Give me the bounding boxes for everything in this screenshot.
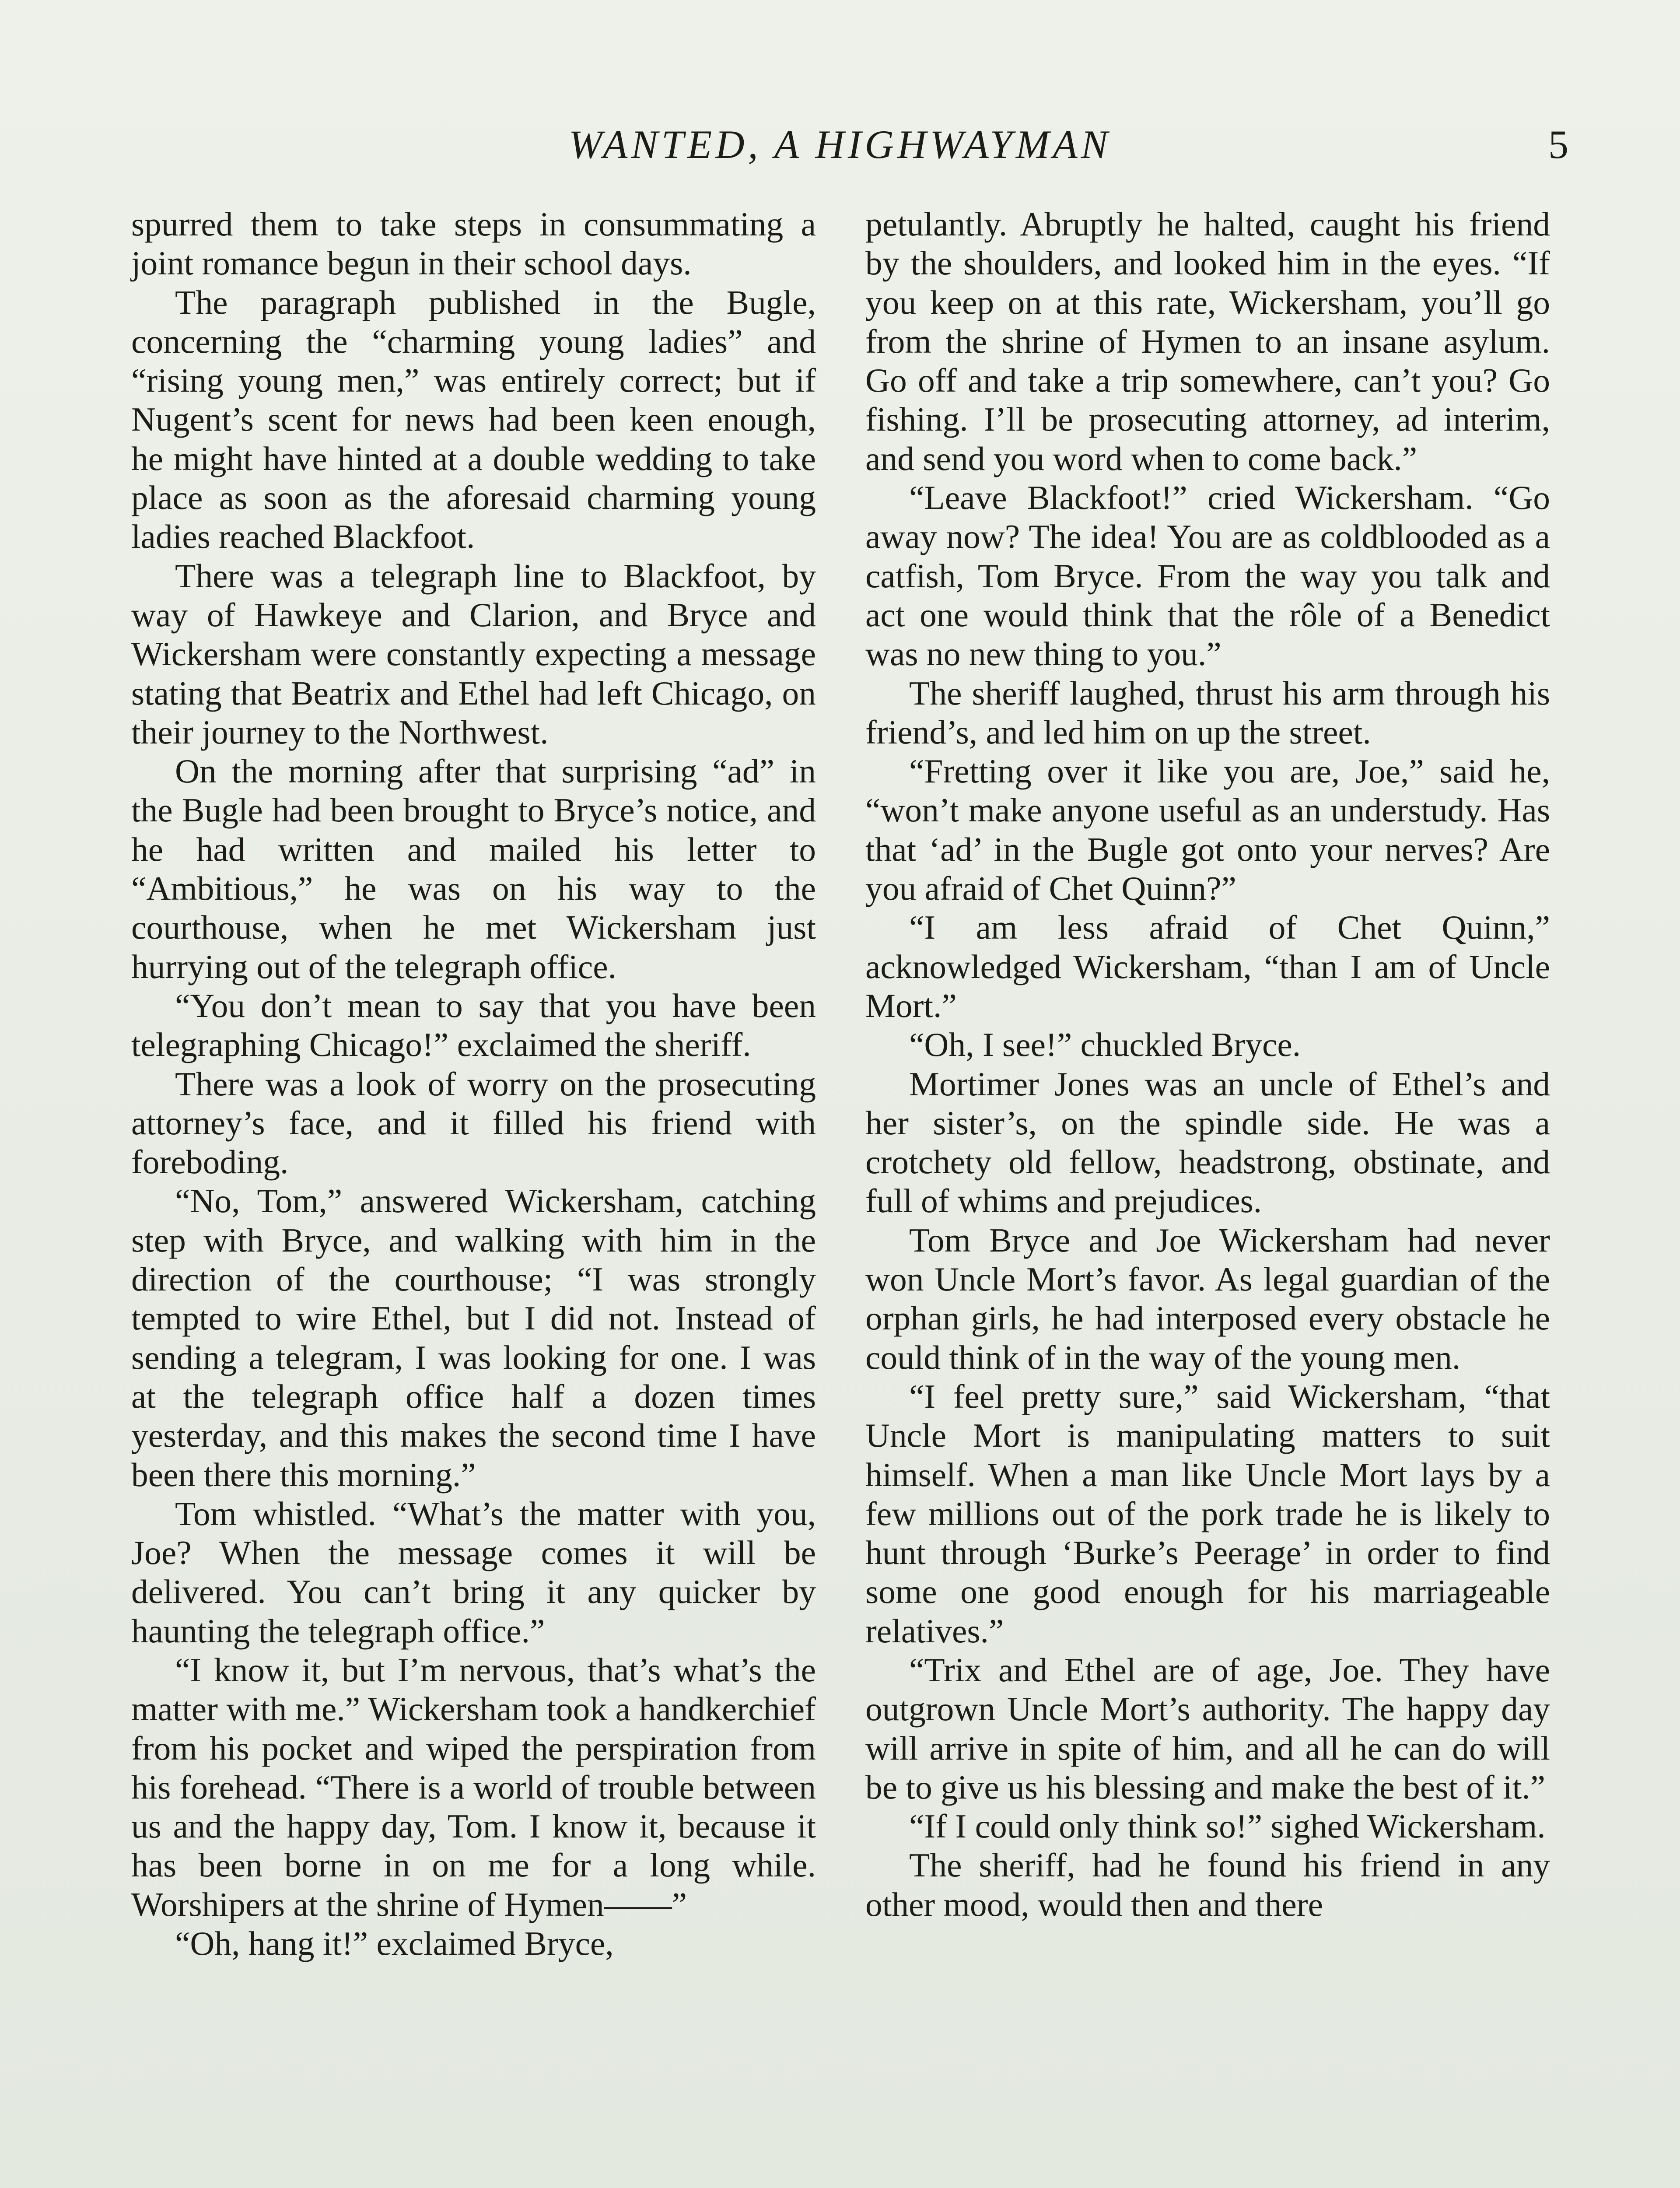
paragraph: “If I could only think so!” sighed Wickersham. [909,1807,1546,1845]
paragraph: “Fretting over it like you are, Joe,” said he, “won’t make anyone useful as an understudy. Has that ‘ad’ in the Bugle got onto your nerves? Are you afraid of Chet Quinn?” [865,752,1550,908]
paragraph: “Oh, I see!” chuckled Bryce. [909,1026,1301,1064]
paragraph: “Trix and Ethel are of age, Joe. They have outgrown Uncle Mort’s authority. The happy day will arrive in spite of him, and all he can do will be to give us his blessing and make the best of it.” [865,1651,1550,1806]
page-number: 5 [1548,122,1568,167]
paragraph: Mortimer Jones was an uncle of Ethel’s and her sister’s, on the spindle side. He was a crotchety old fellow, headstrong, obstinate, and full of whims and prejudices. [865,1065,1550,1220]
paragraph: Tom whistled. “What’s the matter with you, Joe? When the message comes it will be delivered. You can’t bring it any quicker by haunting the telegraph office.” [131,1494,816,1650]
paragraph: “Oh, hang it!” exclaimed Bryce, [175,1925,614,1963]
paragraph: There was a telegraph line to Blackfoot, by way of Hawkeye and Clarion, and Bryce and Wickersham were constantly expecting a message stating that Beatrix and Ethel had left Chicago, on their journey to the Northwest. [131,557,816,751]
left-column [131,205,816,1963]
running-title: WANTED, A HIGHWAYMAN [568,122,1112,167]
running-head [0,118,1680,179]
paragraph: spurred them to take steps in consummating a joint romance begun in their school days. [131,205,816,282]
right-column [865,205,1550,1924]
paragraph: There was a look of worry on the prosecuting attorney’s face, and it filled his friend with foreboding. [131,1065,816,1181]
paragraph: “Leave Blackfoot!” cried Wickersham. “Go away now? The idea! You are as coldblooded as a catfish, Tom Bryce. From the way you talk and act one would think that the rôle of a Benedict was no new thing to you.” [865,479,1550,673]
paragraph: On the morning after that surprising “ad” in the Bugle had been brought to Bryce’s notice, and he had written and mailed his letter to “Ambitious,” he was on his way to the courthouse, when he met Wickersham just hurrying out of the telegraph office. [131,752,816,985]
paragraph: The paragraph published in the Bugle, concerning the “charming young ladies” and “rising young men,” was entirely correct; but if Nugent’s scent for news had been keen enough, he might have hinted at a double wedding to take place as soon as the aforesaid charming young ladies reached Blackfoot. [131,283,816,556]
paragraph: The sheriff, had he found his friend in any other mood, would then and there [865,1846,1550,1923]
paragraph: The sheriff laughed, thrust his arm through his friend’s, and led him on up the street. [865,674,1550,751]
paragraph: Tom Bryce and Joe Wickersham had never won Uncle Mort’s favor. As legal guardian of the orphan girls, he had interposed every obstacle he could think of in the way of the young men. [865,1221,1550,1376]
paragraph: “I am less afraid of Chet Quinn,” acknowledged Wickersham, “than I am of Uncle Mort.” [865,908,1550,1024]
paragraph: petulantly. Abruptly he halted, caught his friend by the shoulders, and looked him in the eyes. “If you keep on at this rate, Wickersham, you’ll go from the shrine of Hymen to an insane asylum. Go off and take a trip somewhere, can’t you? Go fishing. I’ll be prosecuting attorney, ad interim, and send you word when to come back.” [865,205,1550,477]
paragraph: “You don’t mean to say that you have been telegraphing Chicago!” exclaimed the sheriff. [131,986,816,1064]
paragraph: “I know it, but I’m nervous, that’s what’s the matter with me.” Wickersham took a handkerchief from his pocket and wiped the perspiration from his forehead. “There is a world of trouble between us and the happy day, Tom. I know it, because it has been borne in on me for a long while. Worshipers at the shrine of Hymen——” [131,1651,816,1923]
paragraph: “I feel pretty sure,” said Wickersham, “that Uncle Mort is manipulating matters to suit himself. When a man like Uncle Mort lays by a few millions out of the pork trade he is likely to hunt through ‘Burke’s Peerage’ in order to find some one good enough for his marriageable relatives.” [865,1377,1550,1650]
paragraph: “No, Tom,” answered Wickersham, catching step with Bryce, and walking with him in the direction of the courthouse; “I was strongly tempted to wire Ethel, but I did not. Instead of sending a telegram, I was looking for one. I was at the telegraph office half a dozen times yesterday, and this makes the second time I have been there this morning.” [131,1182,816,1494]
